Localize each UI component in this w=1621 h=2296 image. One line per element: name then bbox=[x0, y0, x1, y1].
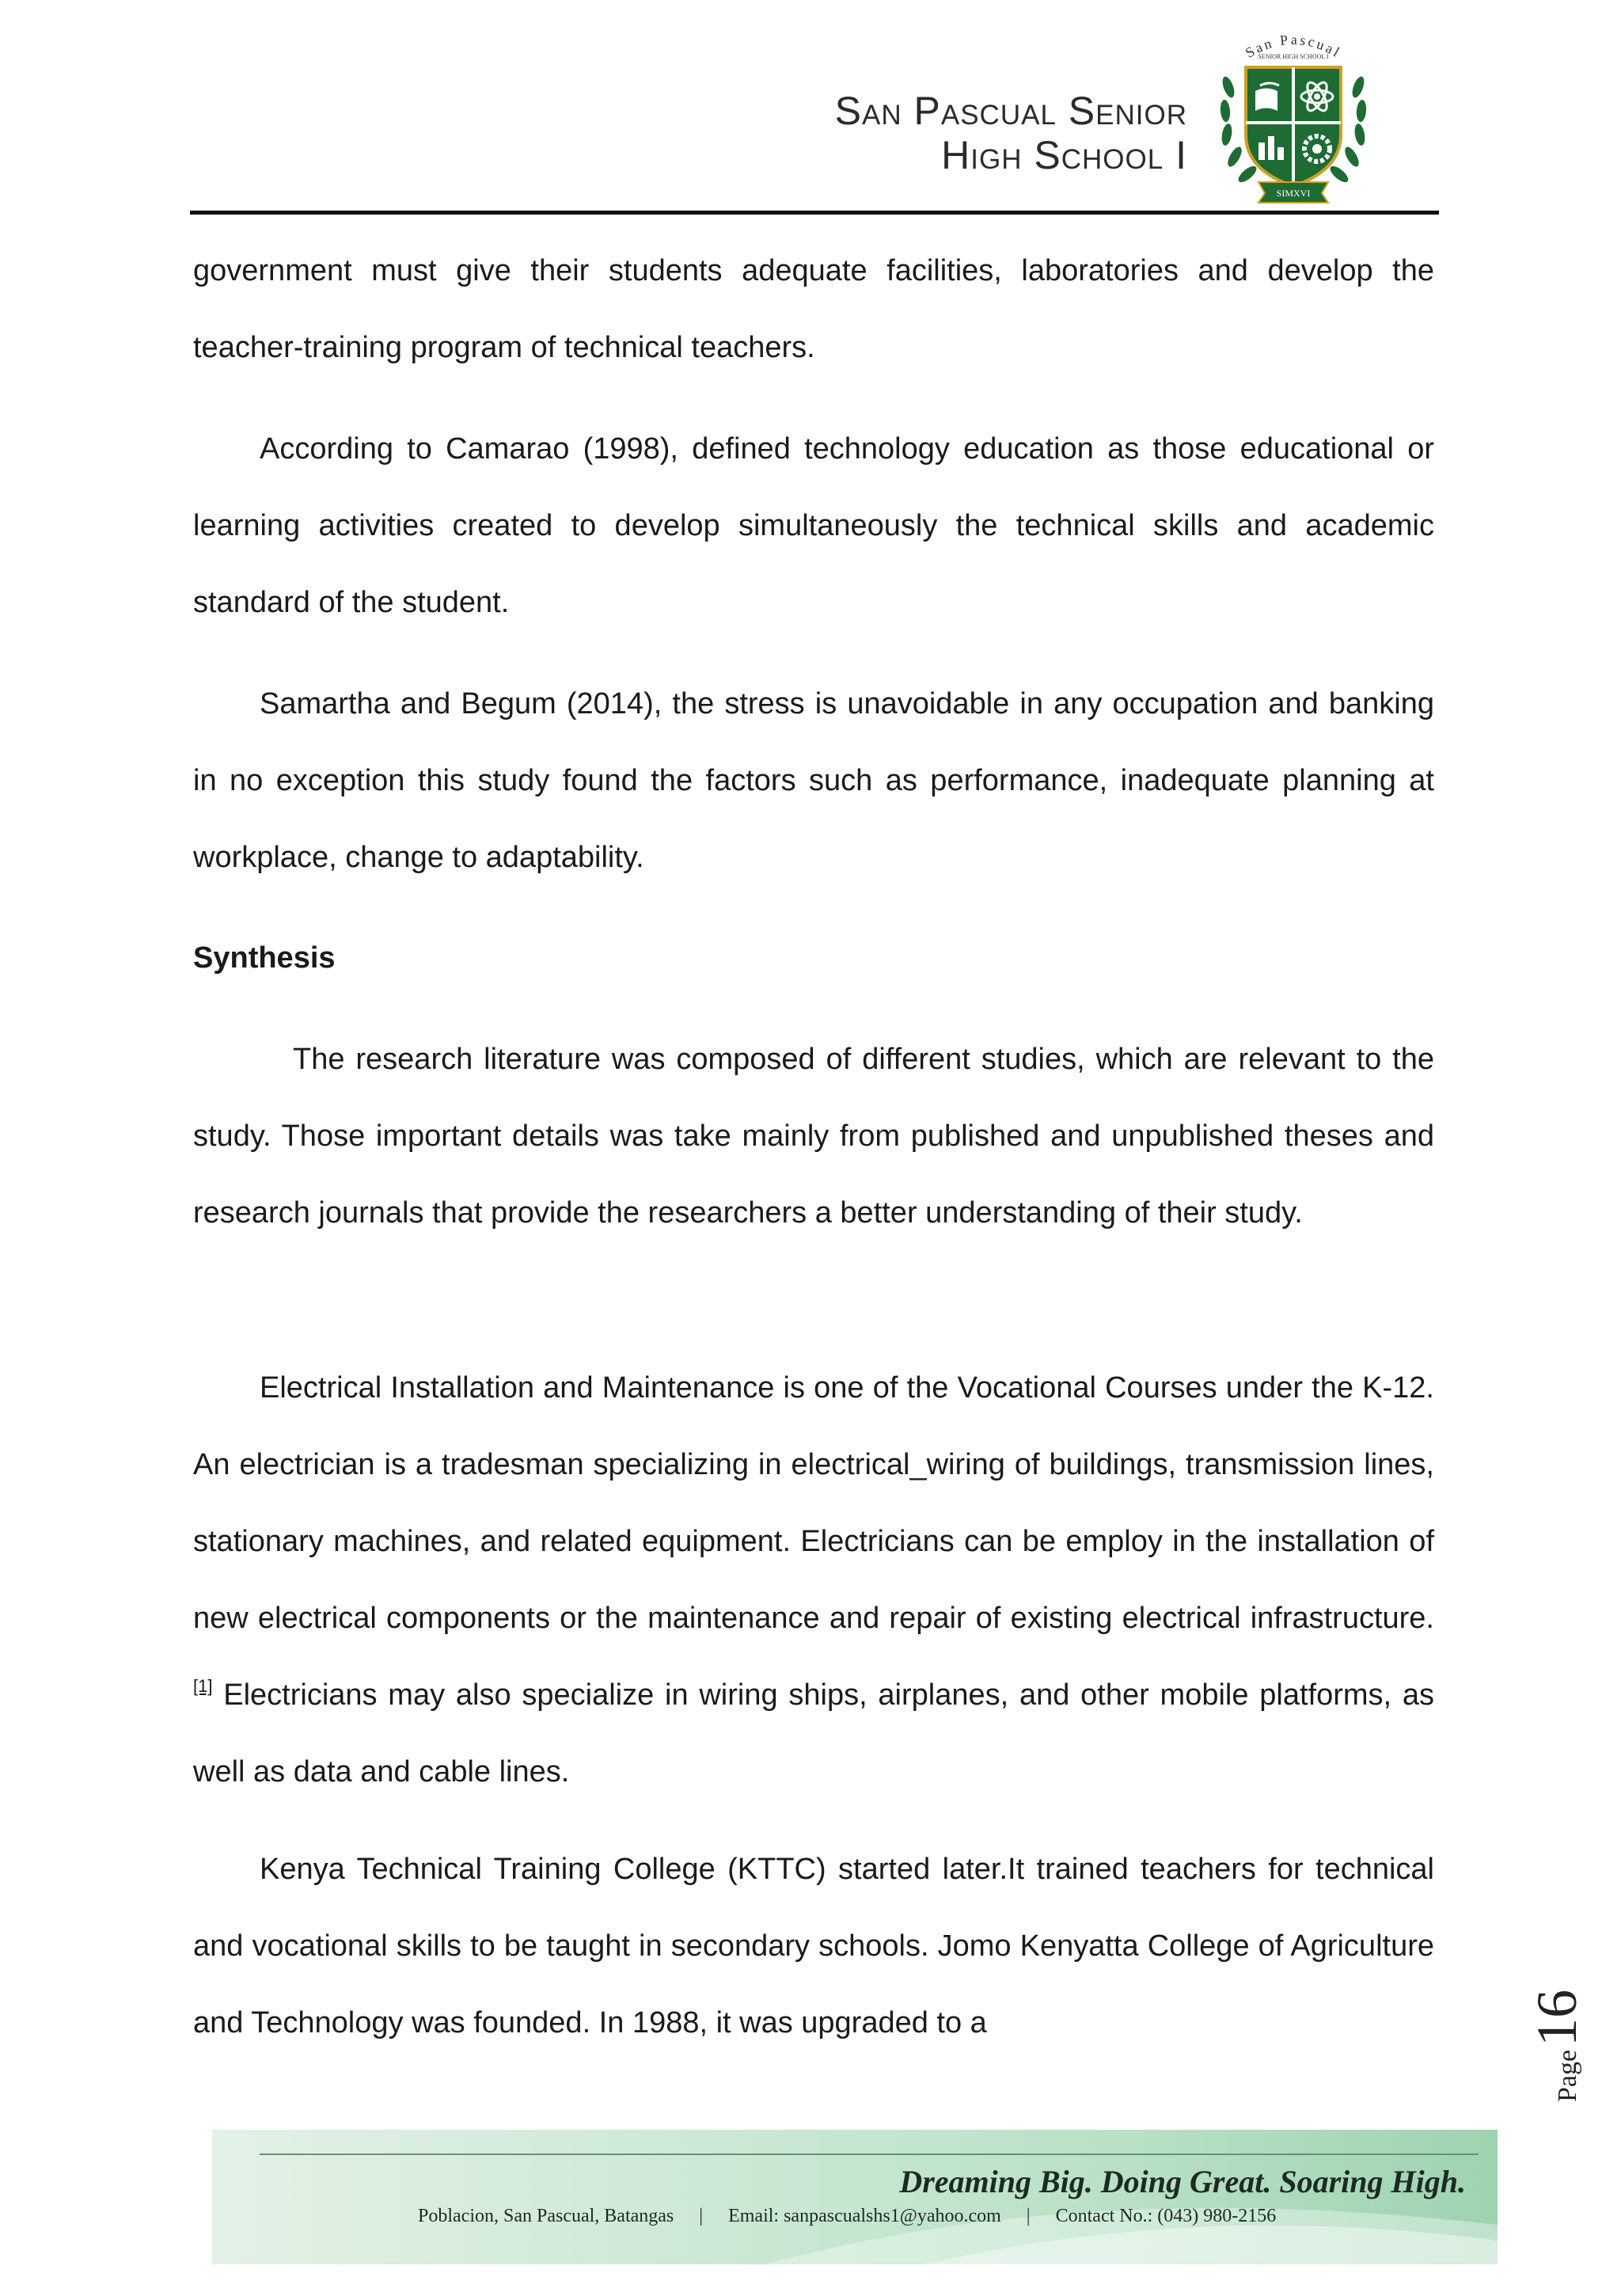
synthesis-heading: Synthesis bbox=[193, 941, 336, 975]
paragraph-5-part-b: Electricians may also specialize in wiring ships, airplanes, and other mobile platforms, as well as data and cable lines. bbox=[193, 1678, 1434, 1789]
paragraph-4: The research literature was composed of different studies, which are relevant to the study. Those important details was take mainly from published and unpublished theses and research journals that provide the researchers a better understanding of their study. bbox=[193, 1043, 1434, 1230]
page-number-value: 16 bbox=[1525, 1989, 1589, 2047]
footer-banner bbox=[212, 2130, 1498, 2264]
paragraph-3: Samartha and Begum (2014), the stress is unavoidable in any occupation and banking in no exception this study found the factors such as performance, inadequate planning at workplace, change to adaptability. bbox=[193, 687, 1434, 874]
body-block-1 bbox=[193, 233, 1434, 386]
paragraph-1: government must give their students adequate facilities, laboratories and develop the teacher-training program of technical teachers. bbox=[193, 254, 1434, 364]
footer-tagline: Dreaming Big. Doing Great. Soaring High. bbox=[899, 2164, 1466, 2199]
logo-ribbon-text: SIMXVI bbox=[1276, 188, 1311, 199]
page-label: Page bbox=[1553, 2049, 1582, 2102]
logo-arc-text: San Pascual bbox=[1242, 31, 1345, 61]
footer-email[interactable]: Email: sanpascualshs1@yahoo.com bbox=[728, 2206, 1001, 2226]
footer-rule bbox=[260, 2153, 1479, 2155]
page-number bbox=[1524, 1960, 1589, 2102]
footer-contact-line bbox=[418, 2206, 1479, 2227]
school-logo bbox=[1214, 24, 1372, 206]
paragraph-6: Kenya Technical Training College (KTTC) started later.It trained teachers for technical and vocational skills to be taught in secondary schools. Jomo Kenyatta College of Agriculture and Technology was founded. In 1988, it was upgraded to a bbox=[193, 1853, 1434, 2039]
school-name-line2: High School I bbox=[941, 133, 1187, 177]
school-name-line1: San Pascual Senior bbox=[834, 89, 1187, 133]
paragraph-2: According to Camarao (1998), defined technology education as those educational or learning activities created to develop simultaneously the technical skills and academic standard of the student. bbox=[193, 432, 1434, 619]
body-block-6 bbox=[193, 1831, 1434, 2062]
school-name bbox=[835, 89, 1187, 177]
footer-phone: Contact No.: (043) 980-2156 bbox=[1055, 2206, 1277, 2226]
footer-separator-1: | bbox=[699, 2206, 704, 2226]
body-block-2 bbox=[193, 411, 1434, 641]
footer-address: Poblacion, San Pascual, Batangas bbox=[418, 2206, 674, 2226]
body-block-5 bbox=[193, 1350, 1434, 1811]
body-block-4 bbox=[193, 1021, 1434, 1252]
paragraph-5-part-a: Electrical Installation and Maintenance is one of the Vocational Courses under the K-12. An electrician is a tradesman specializing in electrical_wiring of buildings, transmission lines, stationary machines, and related equipment. Electricians can be employ in the installation of new electrical components or the maintenance and repair of existing electrical infrastructure. bbox=[193, 1371, 1434, 1635]
paragraph-5 bbox=[193, 1350, 1434, 1811]
logo-sub-text: SENIOR HIGH SCHOOL I bbox=[1258, 53, 1329, 60]
body-block-3 bbox=[193, 666, 1434, 896]
footer-separator-2: | bbox=[1026, 2206, 1031, 2226]
body-block-heading bbox=[193, 920, 1434, 997]
footnote-ref-1[interactable]: [1] bbox=[193, 1676, 213, 1696]
header-divider bbox=[190, 211, 1439, 215]
